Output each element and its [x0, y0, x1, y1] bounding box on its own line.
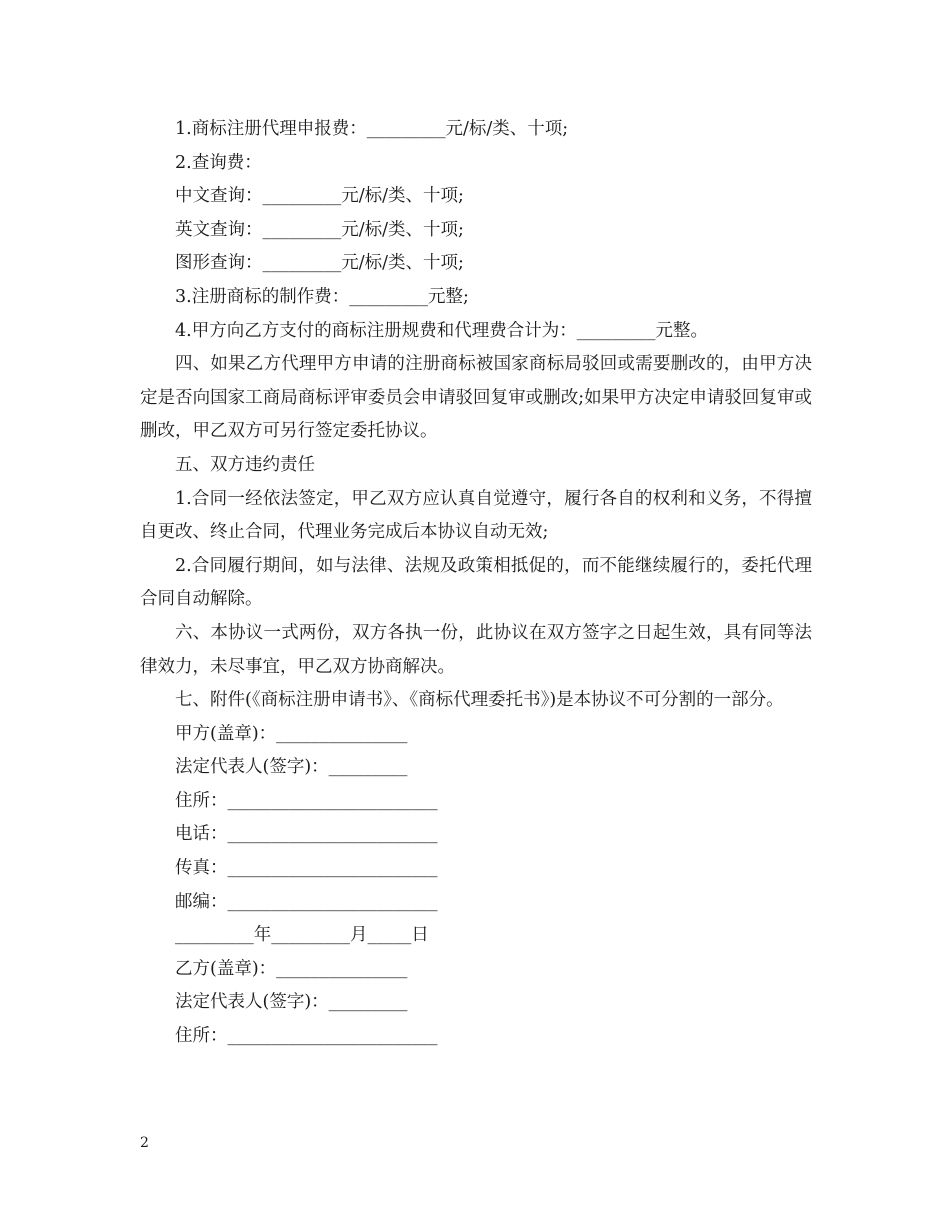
party-a-address: 住所：________________________ [175, 790, 438, 811]
party-a-seal: 甲方(盖章)：_______________ [175, 723, 408, 744]
party-a-fax: 传真：________________________ [175, 858, 438, 879]
clause-fee-search: 2.查询费： [175, 152, 262, 173]
party-b-representative: 法定代表人(签字)：_________ [175, 992, 408, 1013]
clause-search-graphic: 图形查询：_________元/标/类、十项; [175, 253, 464, 274]
clause-seven-attachments: 七、附件(《商标注册申请书》、《商标代理委托书》)是本协议不可分割的一部分。 [175, 690, 784, 711]
heading-five-liability: 五、双方违约责任 [175, 454, 315, 475]
clause-five-1: 1.合同一经依法签定，甲乙双方应认真自觉遵守，履行各自的权利和义务，不得擅自更改、终止合同，代理业务完成后本协议自动无效; [140, 488, 812, 543]
clause-five-2: 2.合同履行期间，如与法律、法规及政策相抵促的，而不能继续履行的，委托代理合同自动解除。 [140, 555, 812, 610]
clause-fee-total: 4.甲方向乙方支付的商标注册规费和代理费合计为：_________元整。 [175, 320, 708, 341]
clause-fee-production: 3.注册商标的制作费：_________元整; [175, 286, 469, 307]
clause-search-chinese: 中文查询：_________元/标/类、十项; [175, 186, 464, 207]
signing-date: _________年_________月_____日 [175, 925, 429, 946]
clause-six-copies: 六、本协议一式两份，双方各执一份，此协议在双方签字之日起生效，具有同等法律效力，未尽事宜，甲乙双方协商解决。 [140, 622, 812, 677]
party-a-phone: 电话：________________________ [175, 824, 438, 845]
clause-four-rejection: 四、如果乙方代理甲方申请的注册商标被国家商标局驳回或需要删改的，由甲方决定是否向国家工商局商标评审委员会申请驳回复审或删改;如果甲方决定申请驳回复审或删改，甲乙双方可另行签定委托协议。 [140, 354, 812, 442]
party-a-representative: 法定代表人(签字)：_________ [175, 757, 408, 778]
party-b-seal: 乙方(盖章)：_______________ [175, 958, 408, 979]
clause-search-english: 英文查询：_________元/标/类、十项; [175, 219, 464, 240]
party-a-postcode: 邮编：________________________ [175, 891, 438, 912]
page-number: 2 [140, 1135, 149, 1151]
clause-fee-registration: 1.商标注册代理申报费：_________元/标/类、十项; [175, 119, 569, 139]
document-body [140, 113, 812, 1054]
party-b-address: 住所：________________________ [175, 1026, 438, 1047]
